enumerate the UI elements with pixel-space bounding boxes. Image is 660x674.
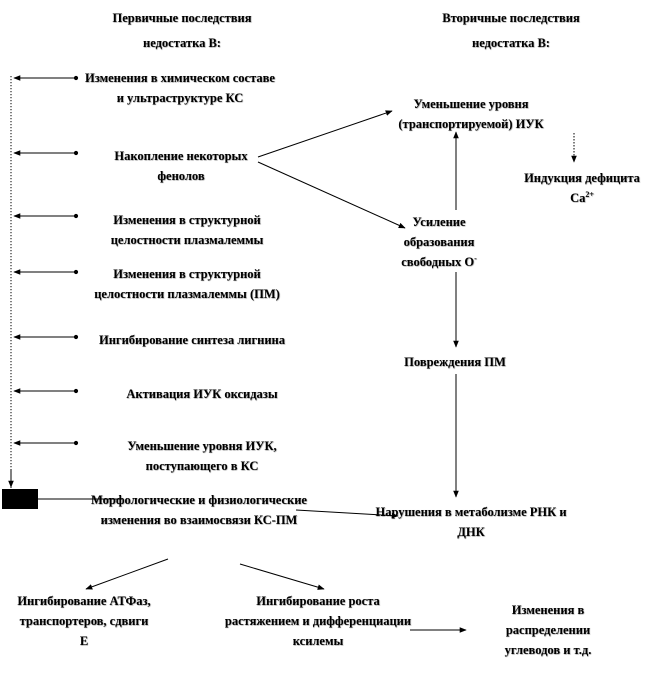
arrow-morph-xylem: [240, 564, 324, 589]
radicals-superscript: -: [474, 253, 477, 263]
arrow-morph-atpase: [86, 559, 168, 589]
primary-item-7: Уменьшение уровня ИУК, поступающего в КС: [127, 439, 277, 473]
ca-induction: Индукция дефицита $Ca^{2+}$: [524, 171, 640, 205]
header-secondary: Вторичные последствия недостатка В:: [442, 11, 580, 50]
primary-item-2: Накопление некоторых фенолов: [114, 149, 248, 183]
primary-item-6: Активация ИУК оксидазы: [126, 387, 278, 401]
arrow-phenols-iuk: [258, 111, 392, 157]
primary-item-4: Изменения в структурной целостности плазмалеммы (ПМ): [94, 267, 280, 301]
xylem-inhibition: Ингибирование роста растяжением и дифференциации ксилемы: [224, 594, 412, 648]
atpase-inhibition: Ингибирование АТФаз, транспортеров, сдвиги Е: [17, 594, 151, 648]
primary-item-1: Изменения в химическом составе и ультраструктуре КС: [85, 71, 275, 105]
morph-changes: Морфологические и физиологические изменения во взаимосвязи КС-ПМ: [91, 493, 307, 527]
iuk-decrease: Уменьшение уровня (транспортируемой) ИУК: [398, 97, 544, 131]
primary-item-5: Ингибирование синтеза лигнина: [98, 333, 285, 347]
pm-damage: Повреждения ПМ: [404, 355, 506, 369]
rna-dna: Нарушения в метаболизме РНК и ДНК: [375, 505, 567, 539]
radicals: Усиление образования свободных О-: [401, 215, 477, 269]
primary-item-3: Изменения в структурной целостности плазмалеммы: [110, 213, 264, 247]
ca-superscript: 2+: [585, 189, 594, 199]
header-primary: Первичные последствия недостатка В:: [112, 11, 252, 50]
spine-block: [2, 489, 38, 509]
carbs-distribution: Изменения в распределении углеводов и т.д.: [504, 603, 592, 657]
